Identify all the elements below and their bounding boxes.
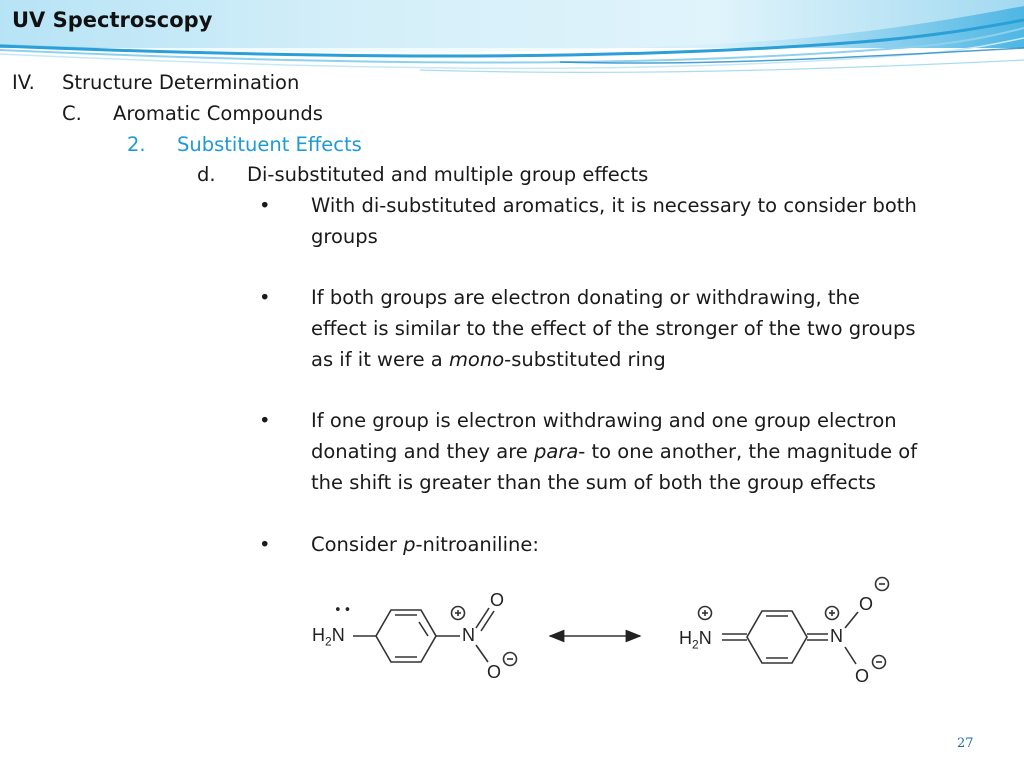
bullet4-pre: Consider [311,533,404,556]
left-amine-n: N [331,625,345,645]
outline-marker-l4: d. [197,163,216,186]
left-amine-sub: 2 [325,634,332,649]
outline-marker-l3: 2. [127,133,146,156]
outline-heading-l3: Substituent Effects [177,133,362,156]
left-oxygen-top: O [490,590,505,610]
lone-pair: •• [334,603,354,618]
bullet-symbol: • [259,286,271,309]
right-oxygen-top: O [859,594,874,614]
bullet3-line2-em: para [533,440,579,463]
bullet4-em: p [403,533,416,556]
bullet2-line3 [311,348,666,372]
bullet4-post: -nitroaniline: [415,533,539,556]
bullet3-line1: If one group is electron withdrawing and one group electron [311,409,897,432]
bullet3-line3: the shift is greater than the sum of both the group effects [311,471,876,494]
outline-heading-l1: Structure Determination [62,71,300,94]
bullet-symbol: • [259,194,271,217]
bullet3-line2-pre: donating and they are [311,440,534,463]
bullet2-line3-post: -substituted ring [504,348,666,371]
left-oxygen-bottom: O [487,662,502,682]
bullet2-line1: If both groups are electron donating or withdrawing, the [311,286,860,309]
bullet-symbol: • [259,409,271,432]
left-benzene-ring [376,610,436,662]
right-amine-n: N [698,628,712,648]
bullet4-line [311,533,539,557]
header-banner [0,0,1024,80]
bullet2-line3-pre: as if it were a [311,348,449,371]
left-nitro-n: N [462,625,475,645]
left-amine-group [312,625,345,649]
outline-heading-l4: Di-substituted and multiple group effects [247,163,649,186]
outline-marker-l2: C. [62,102,82,125]
outline-heading-l2: Aromatic Compounds [113,102,323,125]
bullet-symbol: • [259,533,271,556]
bullet1-line1: With di-substituted aromatics, it is necessary to consider both [311,194,917,217]
right-quinoid-ring [747,611,807,663]
right-amine-h: H [679,628,692,648]
bullet3-line2-post: - to one another, the magnitude of [578,440,918,463]
slide-title: UV Spectroscopy [12,8,213,32]
bullet3-line2 [311,440,917,464]
slide-number: 27 [957,736,974,751]
bullet2-line2: effect is similar to the effect of the stronger of the two groups [311,317,916,340]
right-oxygen-bottom: O [855,666,870,686]
left-amine-h: H [312,625,325,645]
bullet2-line3-em: mono [448,348,505,371]
right-amine-group [679,628,712,652]
bullet1-line2: groups [311,225,378,248]
outline-marker-l1: IV. [12,71,35,94]
right-nitro-n: N [830,626,843,646]
right-amine-sub: 2 [692,637,699,652]
